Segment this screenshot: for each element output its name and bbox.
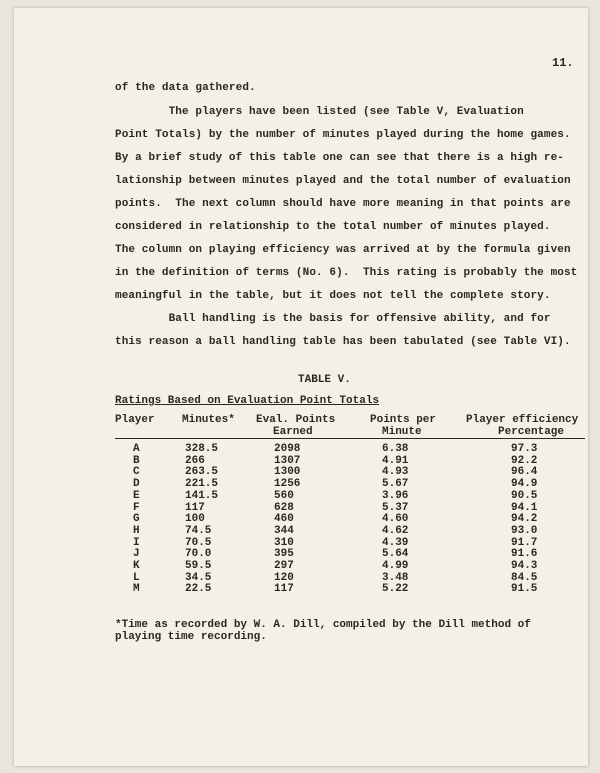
cell-player: L (133, 571, 140, 584)
cell-ppm: 4.60 (382, 513, 409, 526)
paragraph-line: meaningful in the table, but it does not tell the complete story. (115, 290, 551, 302)
cell-player: K (133, 560, 140, 572)
cell-player: M (133, 583, 140, 596)
cell-minutes: 266 (185, 454, 205, 467)
cell-eff: 97.3 (511, 443, 538, 455)
cell-eff: 91.5 (511, 583, 538, 596)
table-caption: TABLE V. (298, 374, 351, 386)
cell-player: I (133, 536, 140, 549)
cell-ppm: 4.99 (382, 560, 409, 572)
cell-player: F (133, 501, 140, 514)
header-eval-points: Eval. Points (256, 414, 336, 426)
cell-points: 1307 (274, 454, 301, 467)
cell-eff: 94.9 (511, 478, 538, 491)
cell-eff: 84.5 (511, 571, 538, 584)
paragraph-line: lationship between minutes played and the total number of evaluation (115, 175, 571, 187)
header-points-per: Points per (370, 414, 437, 426)
page-number: 11. (552, 56, 574, 70)
cell-points: 297 (274, 560, 294, 572)
paragraph-line: in the definition of terms (No. 6). This rating is probably the most (115, 267, 578, 279)
cell-ppm: 3.96 (382, 489, 409, 502)
cell-eff: 93.0 (511, 524, 538, 537)
paragraph-line: considered in relationship to the total number of minutes played. (115, 221, 551, 233)
header-percentage: Percentage (498, 426, 565, 438)
cell-points: 460 (274, 513, 294, 526)
cell-ppm: 4.62 (382, 524, 409, 537)
cell-eff: 96.4 (511, 466, 538, 479)
cell-eff: 91.7 (511, 536, 538, 549)
cell-player: C (133, 466, 140, 479)
cell-minutes: 221.5 (185, 478, 219, 491)
paragraph-line: The players have been listed (see Table V, Evaluation (115, 106, 524, 118)
cell-ppm: 6.38 (382, 443, 409, 455)
cell-ppm: 5.64 (382, 548, 409, 561)
cell-ppm: 5.37 (382, 501, 409, 514)
header-player-efficiency: Player efficiency (466, 414, 579, 426)
cell-minutes: 70.0 (185, 548, 212, 561)
cell-points: 560 (274, 489, 294, 502)
cell-minutes: 328.5 (185, 443, 219, 455)
cell-minutes: 100 (185, 513, 205, 526)
cell-minutes: 117 (185, 501, 205, 514)
cell-minutes: 70.5 (185, 536, 212, 549)
footnote-line-1: *Time as recorded by W. A. Dill, compiled by the Dill method of (115, 619, 531, 631)
cell-points: 344 (274, 524, 294, 537)
cell-points: 2098 (274, 443, 301, 455)
cell-points: 395 (274, 548, 294, 561)
cell-player: D (133, 478, 140, 491)
paragraph-line: this reason a ball handling table has been tabulated (see Table VI). (115, 336, 571, 348)
cell-player: E (133, 489, 140, 502)
header-player: Player (115, 414, 155, 426)
paragraph-line: Ball handling is the basis for offensive ability, and for (115, 313, 551, 325)
header-minute: Minute (382, 426, 422, 438)
cell-ppm: 5.67 (382, 478, 409, 491)
cell-points: 120 (274, 571, 294, 584)
cell-ppm: 4.39 (382, 536, 409, 549)
cell-ppm: 4.93 (382, 466, 409, 479)
cell-ppm: 4.91 (382, 454, 409, 467)
cell-player: J (133, 548, 140, 561)
document-page (14, 8, 588, 766)
cell-ppm: 3.48 (382, 571, 409, 584)
cell-player: H (133, 524, 140, 537)
paragraph-line: Point Totals) by the number of minutes played during the home games. (115, 129, 571, 141)
cell-points: 1300 (274, 466, 301, 479)
header-minutes: Minutes* (182, 414, 235, 426)
cell-minutes: 141.5 (185, 489, 219, 502)
paragraph-line: The column on playing efficiency was arrived at by the formula given (115, 244, 571, 256)
cell-player: G (133, 513, 140, 526)
cell-points: 310 (274, 536, 294, 549)
header-rule (115, 438, 585, 439)
cell-eff: 90.5 (511, 489, 538, 502)
cell-eff: 94.2 (511, 513, 538, 526)
cell-minutes: 22.5 (185, 583, 212, 596)
cell-player: A (133, 443, 140, 455)
cell-minutes: 263.5 (185, 466, 219, 479)
footnote-line-2: playing time recording. (115, 631, 267, 643)
cell-points: 628 (274, 501, 294, 514)
paragraph-line: of the data gathered. (115, 82, 256, 94)
cell-eff: 94.3 (511, 560, 538, 572)
cell-minutes: 34.5 (185, 571, 212, 584)
cell-points: 1256 (274, 478, 301, 491)
table-subtitle: Ratings Based on Evaluation Point Totals (115, 395, 380, 407)
cell-eff: 91.6 (511, 548, 538, 561)
cell-player: B (133, 454, 140, 467)
paragraph-line: points. The next column should have more meaning in that points are (115, 198, 571, 210)
paragraph-line: By a brief study of this table one can see that there is a high re- (115, 152, 564, 164)
cell-eff: 94.1 (511, 501, 538, 514)
cell-eff: 92.2 (511, 454, 538, 467)
header-earned: Earned (273, 426, 313, 438)
cell-points: 117 (274, 583, 294, 596)
cell-ppm: 5.22 (382, 583, 409, 596)
cell-minutes: 74.5 (185, 524, 212, 537)
cell-minutes: 59.5 (185, 560, 212, 572)
